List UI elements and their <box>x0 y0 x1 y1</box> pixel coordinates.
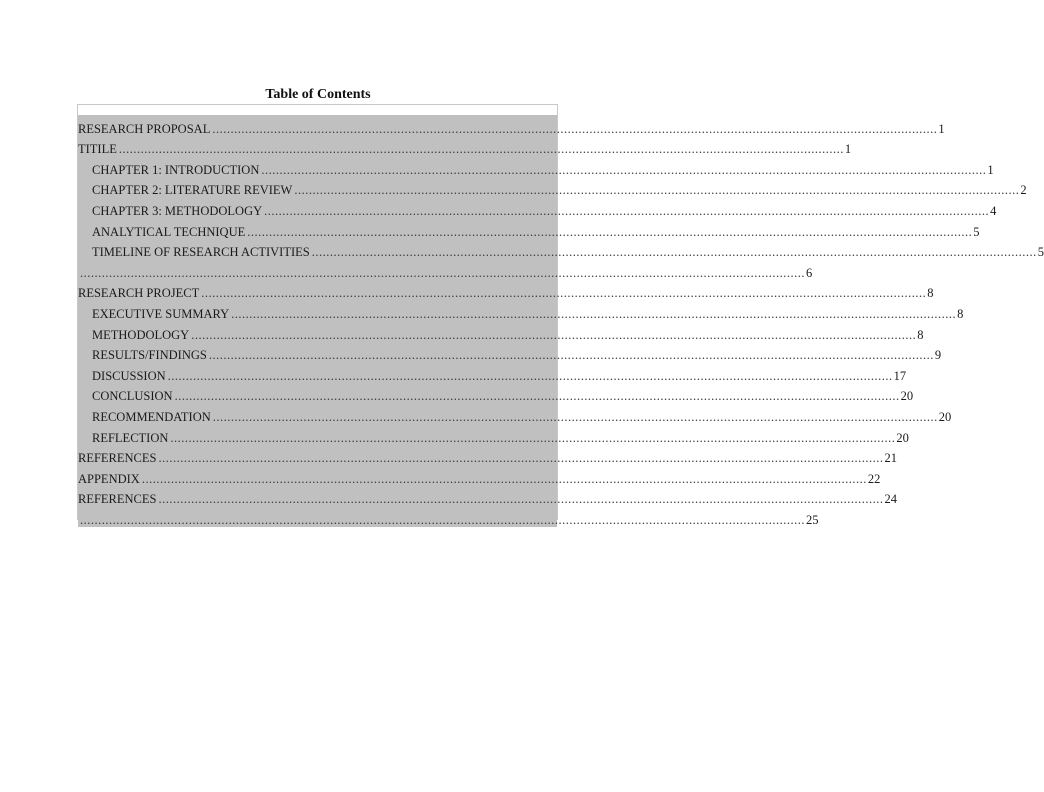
toc-entry[interactable] <box>78 156 994 177</box>
toc-entry-page: 2 <box>1020 183 1027 198</box>
toc-dot-leader: ........................................................................................................................................................................................................ <box>158 492 884 507</box>
toc-dot-leader: ........................................................................................................................................................................................................ <box>174 389 900 404</box>
toc-entry-page: 8 <box>917 327 924 342</box>
toc-entry-label: REFERENCES <box>78 492 157 507</box>
toc-entry[interactable] <box>78 321 924 342</box>
toc-entry-page: 1 <box>844 142 852 157</box>
toc-dot-leader: ........................................................................................................................................................................................................ <box>158 451 884 466</box>
toc-entry-label: CHAPTER 1: INTRODUCTION <box>92 162 260 177</box>
toc-entry-page: 1 <box>987 162 994 177</box>
toc-dot-leader: ........................................................................................................................................................................................................ <box>261 162 987 177</box>
toc-dot-leader: ........................................................................................................................................................................................................ <box>212 121 938 136</box>
toc-entry[interactable] <box>78 383 914 404</box>
toc-entry[interactable] <box>78 197 997 218</box>
toc-dot-leader: ........................................................................................................................................................................................................ <box>212 409 938 424</box>
toc-entry[interactable] <box>78 136 852 157</box>
toc-entry-page: 5 <box>1037 245 1044 260</box>
toc-blank-row <box>78 105 557 115</box>
toc-entry[interactable] <box>78 486 897 507</box>
toc-dot-leader: ........................................................................................................................................................................................................ <box>264 203 990 218</box>
toc-dot-leader: ........................................................................................................................................................................................................ <box>294 183 1020 198</box>
toc-entry-page: 8 <box>957 306 964 321</box>
toc-entry-label: CONCLUSION <box>92 389 173 404</box>
toc-dot-leader: ........................................................................................................................................................................................................ <box>201 286 927 301</box>
toc-list <box>78 115 1044 527</box>
toc-box <box>77 104 1044 527</box>
toc-entry-page: 6 <box>806 265 813 280</box>
toc-entry-label: RESEARCH PROPOSAL <box>78 121 211 136</box>
toc-entry-label: DISCUSSION <box>92 368 166 383</box>
toc-entry-label: TITILE <box>78 142 117 157</box>
toc-entry-label: APPENDIX <box>78 471 140 486</box>
toc-entry[interactable] <box>78 506 819 527</box>
toc-entry-label: METHODOLOGY <box>92 327 190 342</box>
toc-entry[interactable] <box>78 115 945 136</box>
toc-dot-leader: ........................................................................................................................................................................................................ <box>141 471 867 486</box>
toc-entry-page: 22 <box>867 471 881 486</box>
toc-entry-page: 17 <box>893 368 907 383</box>
toc-entry[interactable] <box>78 259 813 280</box>
toc-dot-leader: ........................................................................................................................................................................................................ <box>231 306 957 321</box>
toc-entry-label: REFLECTION <box>92 430 169 445</box>
toc-entry-page: 25 <box>806 512 819 527</box>
toc-entry-label: TIMELINE OF RESEARCH ACTIVITIES <box>92 245 310 260</box>
toc-entry[interactable] <box>78 239 1044 260</box>
toc-entry[interactable] <box>78 362 907 383</box>
toc-dot-leader: ........................................................................................................................................................................................................ <box>118 142 844 157</box>
toc-dot-leader: ........................................................................................................................................................................................................ <box>208 348 934 363</box>
toc-entry[interactable] <box>78 445 897 466</box>
toc-entry-label: EXECUTIVE SUMMARY <box>92 306 230 321</box>
toc-entry-page: 24 <box>884 492 897 507</box>
toc-entry-label: ANALYTICAL TECHNIQUE <box>92 224 246 239</box>
toc-title: Table of Contents <box>265 87 371 102</box>
toc-entry-label: RESULTS/FINDINGS <box>92 348 207 363</box>
toc-entry[interactable] <box>78 403 952 424</box>
toc-dot-leader: ........................................................................................................................................................................................................ <box>167 368 893 383</box>
toc-dot-leader: ........................................................................................................................................................................................................ <box>80 512 805 527</box>
toc-entry-page: 5 <box>973 224 980 239</box>
toc-entry-page: 21 <box>884 451 897 466</box>
toc-entry[interactable] <box>78 177 1027 198</box>
toc-dot-leader: ........................................................................................................................................................................................................ <box>311 245 1037 260</box>
toc-entry-page: 8 <box>927 286 934 301</box>
toc-entry-page: 20 <box>938 409 952 424</box>
toc-entry[interactable] <box>78 300 964 321</box>
toc-entry-label: CHAPTER 2: LITERATURE REVIEW <box>92 183 293 198</box>
toc-entry-page: 20 <box>900 389 914 404</box>
toc-entry-label: REFERENCES <box>78 451 157 466</box>
toc-entry-page: 9 <box>934 348 942 363</box>
toc-entry[interactable] <box>78 342 942 363</box>
toc-entry-label: RECOMMENDATION <box>92 409 211 424</box>
toc-dot-leader: ........................................................................................................................................................................................................ <box>247 224 973 239</box>
toc-entry-page: 1 <box>938 121 945 136</box>
toc-entry-label: RESEARCH PROJECT <box>78 286 200 301</box>
toc-entry-page: 4 <box>990 203 997 218</box>
toc-entry-label: CHAPTER 3: METHODOLOGY <box>92 203 263 218</box>
toc-entry[interactable] <box>78 218 980 239</box>
toc-entry[interactable] <box>78 280 934 301</box>
toc-dot-leader: ........................................................................................................................................................................................................ <box>170 430 896 445</box>
toc-dot-leader: ........................................................................................................................................................................................................ <box>80 265 805 280</box>
toc-dot-leader: ........................................................................................................................................................................................................ <box>191 327 917 342</box>
toc-entry[interactable] <box>78 424 909 445</box>
toc-entry-page: 20 <box>896 430 909 445</box>
toc-entry[interactable] <box>78 465 881 486</box>
